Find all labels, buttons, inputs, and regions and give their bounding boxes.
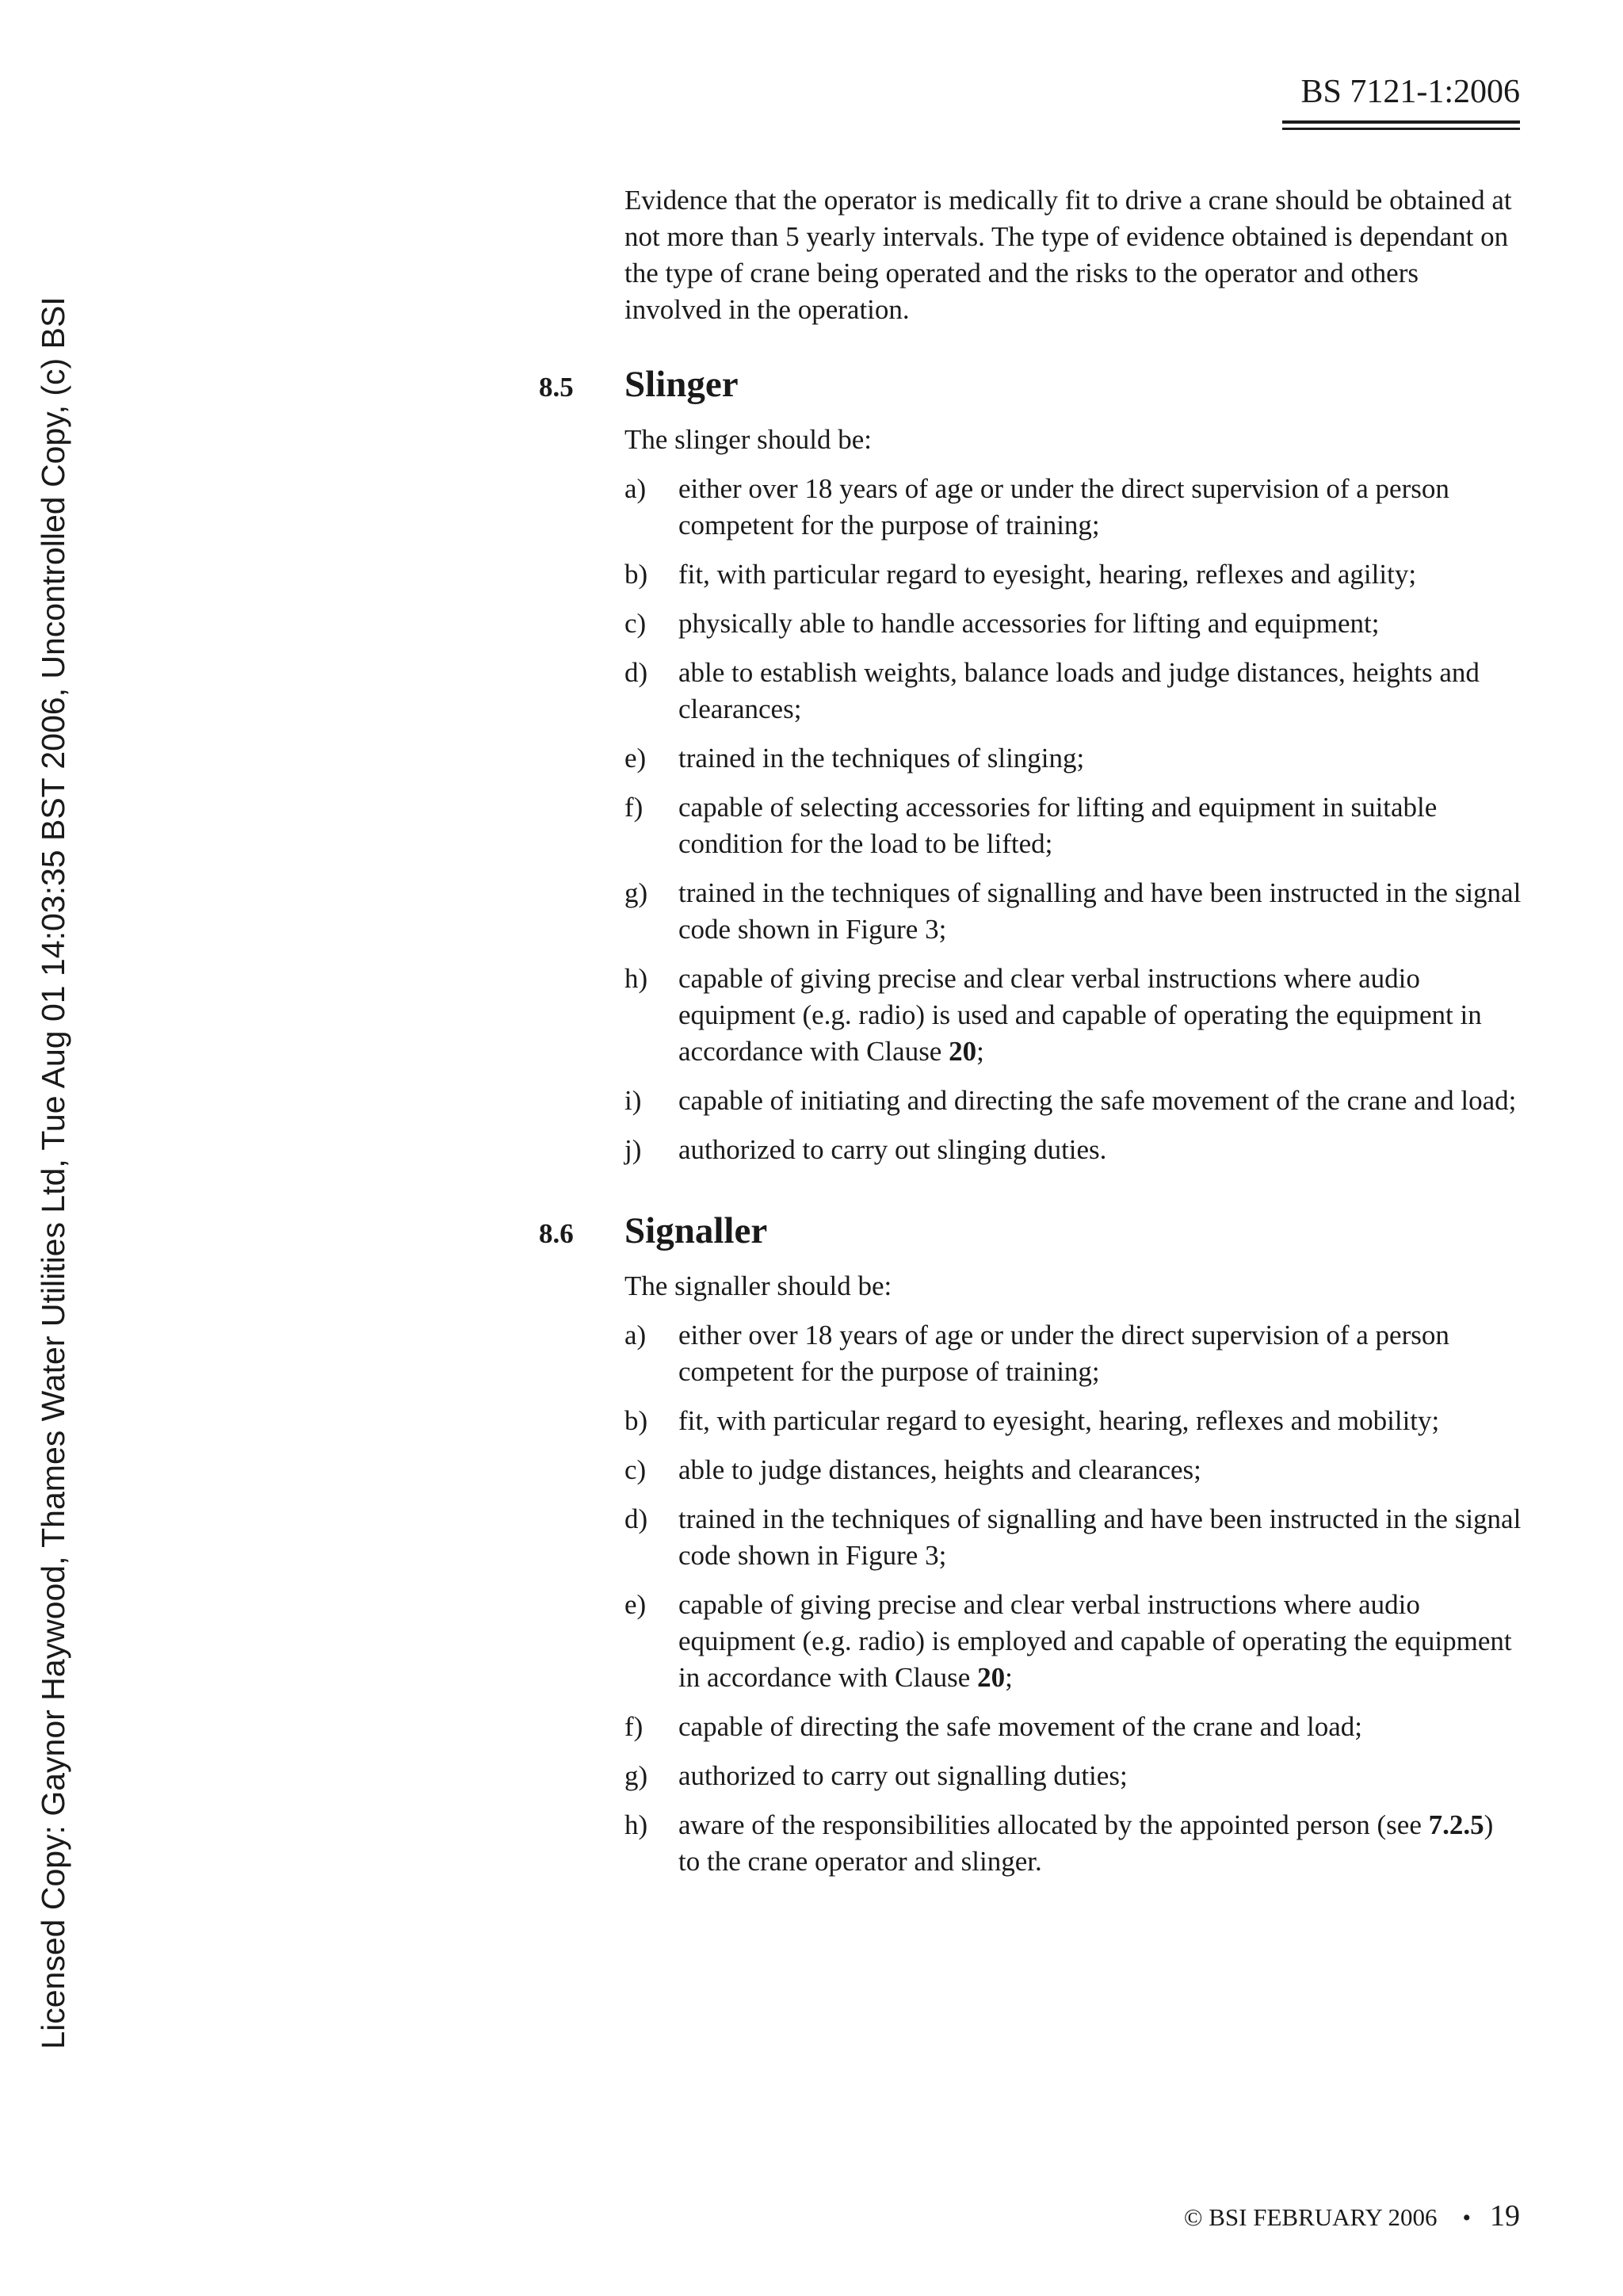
list-item-text: able to judge distances, heights and clearances; <box>678 1454 1201 1485</box>
list-item <box>624 1587 1522 1696</box>
list-item-text: either over 18 years of age or under the direct supervision of a person competent for the purpose of training; <box>678 473 1449 541</box>
section-number: 8.5 <box>539 372 574 403</box>
list-item <box>624 1317 1522 1390</box>
section-heading <box>539 366 1522 406</box>
list-item-label: h) <box>624 1809 648 1840</box>
list-item-text <box>678 1587 1522 1696</box>
list-item <box>624 875 1522 948</box>
list-item <box>624 1758 1522 1794</box>
list-item-text: fit, with particular regard to eyesight, hearing, reflexes and agility; <box>678 559 1417 590</box>
list-item <box>624 789 1522 862</box>
list-item <box>624 1709 1522 1745</box>
list-item <box>624 1807 1522 1880</box>
list-item-text: fit, with particular regard to eyesight, hearing, reflexes and mobility; <box>678 1405 1440 1436</box>
list-item-label: i) <box>624 1085 642 1116</box>
header-rule <box>1282 120 1520 124</box>
list-item-label: a) <box>624 1320 647 1350</box>
list-item-label: e) <box>624 743 647 774</box>
list-item-label: h) <box>624 963 648 994</box>
license-watermark: Licensed Copy: Gaynor Haywood, Thames Water Utilities Ltd, Tue Aug 01 14:03:35 BST 2006, Uncontrolled Copy, (c) BSI <box>35 296 71 2050</box>
list-item-text-part: ; <box>1005 1662 1013 1693</box>
copyright: © BSI FEBRUARY 2006 <box>1183 2203 1438 2231</box>
list-item <box>624 655 1522 728</box>
list-item-text-part: capable of giving precise and clear verbal instructions where audio equipment (e.g. radio) is employed and capable of operating the equipment in accordance with Clause <box>678 1589 1512 1693</box>
clause-reference: 20 <box>977 1662 1006 1693</box>
list-item-label: f) <box>624 1711 643 1742</box>
list-item-label: j) <box>624 1134 642 1165</box>
list-item-label: g) <box>624 1760 648 1791</box>
list-item-text <box>678 1807 1522 1880</box>
requirement-list <box>624 1317 1522 1880</box>
list-item <box>624 1132 1522 1168</box>
list-item-text: authorized to carry out slinging duties. <box>678 1134 1107 1165</box>
list-item-text: trained in the techniques of signalling and have been instructed in the signal code shown in Figure 3; <box>678 1503 1522 1571</box>
clause-reference: 7.2.5 <box>1428 1809 1484 1840</box>
list-item-text <box>678 961 1522 1070</box>
page-footer <box>1184 2199 1520 2233</box>
list-item <box>624 1501 1522 1574</box>
list-item-text-part: ) to the crane operator and slinger. <box>678 1809 1494 1877</box>
list-item-label: e) <box>624 1589 647 1620</box>
clause-reference: 20 <box>949 1036 977 1067</box>
list-item-text: physically able to handle accessories for lifting and equipment; <box>678 608 1380 639</box>
list-item-text-part: capable of giving precise and clear verbal instructions where audio equipment (e.g. radio) is used and capable of operating the equipment in accordance with Clause <box>678 963 1482 1067</box>
section-heading <box>539 1210 1522 1252</box>
section-intro: The slinger should be: <box>624 424 873 455</box>
list-item-label: g) <box>624 877 648 908</box>
list-item <box>624 471 1522 544</box>
list-item-label: d) <box>624 657 648 688</box>
list-item-text: capable of directing the safe movement of the crane and load; <box>678 1711 1362 1742</box>
list-item-text: trained in the techniques of slinging; <box>678 743 1085 774</box>
section-intro: The signaller should be: <box>624 1270 892 1301</box>
list-item-text-part: ; <box>976 1036 984 1067</box>
list-item <box>624 556 1522 593</box>
list-item-label: c) <box>624 608 647 639</box>
list-item <box>624 606 1522 642</box>
page-number: 19 <box>1490 2199 1520 2233</box>
list-item <box>624 1452 1522 1488</box>
section <box>539 366 1522 1168</box>
section <box>539 1210 1522 1880</box>
list-item-text-part: aware of the responsibilities allocated by the appointed person (see <box>678 1809 1429 1840</box>
list-item <box>624 1083 1522 1119</box>
list-item-text: trained in the techniques of signalling and have been instructed in the signal code shown in Figure 3; <box>678 877 1522 945</box>
list-item-text: either over 18 years of age or under the direct supervision of a person competent for the purpose of training; <box>678 1320 1449 1387</box>
list-item <box>624 740 1522 777</box>
list-item <box>624 961 1522 1070</box>
list-item-text: capable of selecting accessories for lifting and equipment in suitable condition for the load to be lifted; <box>678 792 1438 859</box>
list-item-label: b) <box>624 1405 648 1436</box>
section-title: Signaller <box>624 1210 768 1251</box>
list-item-label: d) <box>624 1503 648 1534</box>
standard-code: BS 7121-1:2006 <box>1300 74 1520 110</box>
sections <box>539 366 1522 1880</box>
list-item-label: c) <box>624 1454 647 1485</box>
requirement-list <box>624 471 1522 1168</box>
list-item-label: b) <box>624 559 648 590</box>
section-number: 8.6 <box>539 1218 574 1249</box>
list-item-text: able to establish weights, balance loads and judge distances, heights and clearances; <box>678 657 1480 724</box>
list-item-label: f) <box>624 792 643 823</box>
main-content <box>539 182 1522 1924</box>
section-title: Slinger <box>624 364 739 405</box>
list-item-text: authorized to carry out signalling duties; <box>678 1760 1128 1791</box>
header-rule <box>1282 128 1520 130</box>
list-item-label: a) <box>624 473 647 504</box>
list-item-text: capable of initiating and directing the safe movement of the crane and load; <box>678 1085 1517 1116</box>
intro-paragraph: Evidence that the operator is medically fit to drive a crane should be obtained at not more than 5 yearly intervals. The type of evidence obtained is dependant on the type of crane being operated and the risks to the operator and others involved in the operation. <box>624 185 1512 325</box>
list-item <box>624 1403 1522 1439</box>
footer-bullet: • <box>1462 2205 1471 2231</box>
